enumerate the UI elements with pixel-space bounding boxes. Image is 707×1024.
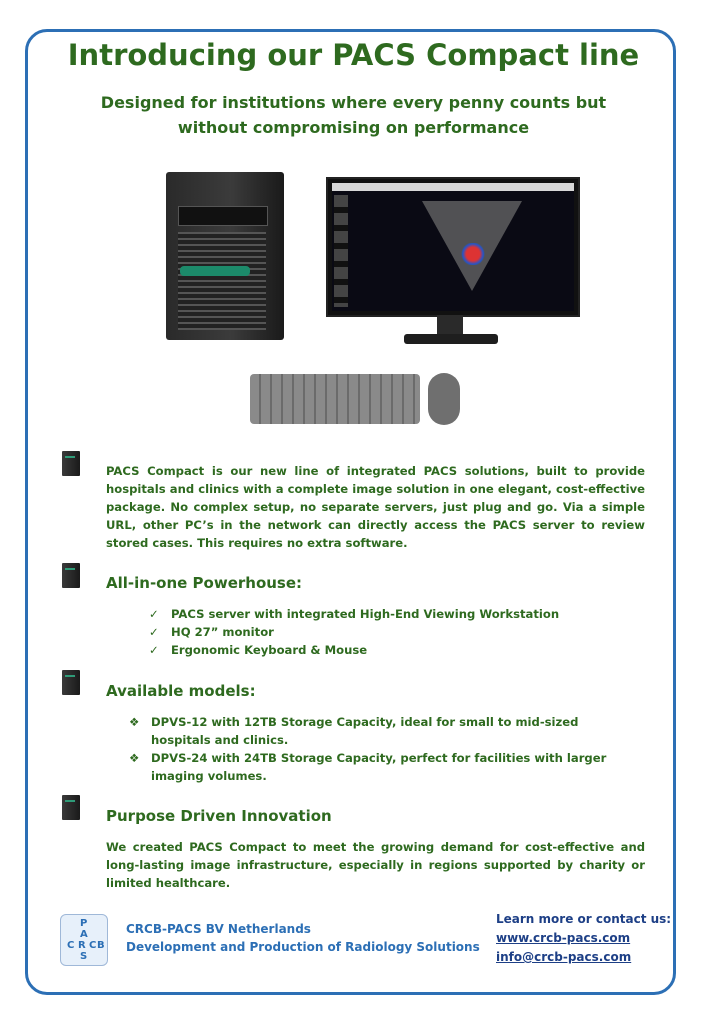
server-tower-image (166, 172, 284, 340)
powerhouse-list (149, 605, 645, 659)
company-logo: P A C R C B S (60, 914, 108, 966)
server-tower-icon (62, 563, 80, 588)
checkmark-icon: ✓ (149, 625, 159, 639)
company-tagline: Development and Production of Radiology Solutions (126, 940, 480, 954)
models-list (129, 713, 637, 785)
diamond-bullet-icon: ❖ (129, 715, 140, 729)
mouse-image (428, 373, 460, 425)
server-tower-icon (62, 670, 80, 695)
purpose-heading: Purpose Driven Innovation (106, 807, 332, 825)
keyboard-image (250, 374, 420, 424)
intro-paragraph: PACS Compact is our new line of integrated PACS solutions, built to provide hospitals and clinics with a complete image solution in one elegant, cost-effective package. No complex setup, no separate servers, just plug and go. Via a simple URL, other PC’s in the network can directly access the PACS server to review stored cases. This requires no extra software. (106, 464, 645, 550)
website-link[interactable]: www.crcb-pacs.com (496, 931, 631, 945)
list-item: ❖ DPVS-24 with 24TB Storage Capacity, perfect for facilities with larger imaging volumes. (129, 751, 607, 783)
server-tower-icon (62, 451, 80, 476)
list-item: ❖ DPVS-12 with 12TB Storage Capacity, ideal for small to mid-sized hospitals and clinics. (129, 715, 579, 747)
purpose-paragraph: We created PACS Compact to meet the growing demand for cost-effective and long-lasting image infrastructure, especially in regions supported by charity or limited healthcare. (106, 840, 645, 890)
page-subtitle: Designed for institutions where every penny counts but without compromising on performance (100, 93, 607, 137)
monitor-image (326, 177, 580, 317)
server-tower-icon (62, 795, 80, 820)
diamond-bullet-icon: ❖ (129, 751, 140, 765)
contact-label: Learn more or contact us: (496, 912, 672, 926)
checkmark-icon: ✓ (149, 643, 159, 657)
company-name: CRCB-PACS BV Netherlands (126, 922, 311, 936)
models-heading: Available models: (106, 682, 256, 700)
page-title: Introducing our PACS Compact line (67, 38, 640, 72)
powerhouse-heading: All-in-one Powerhouse: (106, 574, 303, 592)
list-item: ✓ HQ 27” monitor (149, 625, 274, 639)
list-item: ✓ Ergonomic Keyboard & Mouse (149, 643, 368, 657)
contact-info (496, 910, 671, 967)
checkmark-icon: ✓ (149, 607, 159, 621)
email-link[interactable]: info@crcb-pacs.com (496, 950, 632, 964)
list-item: ✓ PACS server with integrated High-End Viewing Workstation (149, 607, 560, 621)
company-info (126, 920, 480, 956)
